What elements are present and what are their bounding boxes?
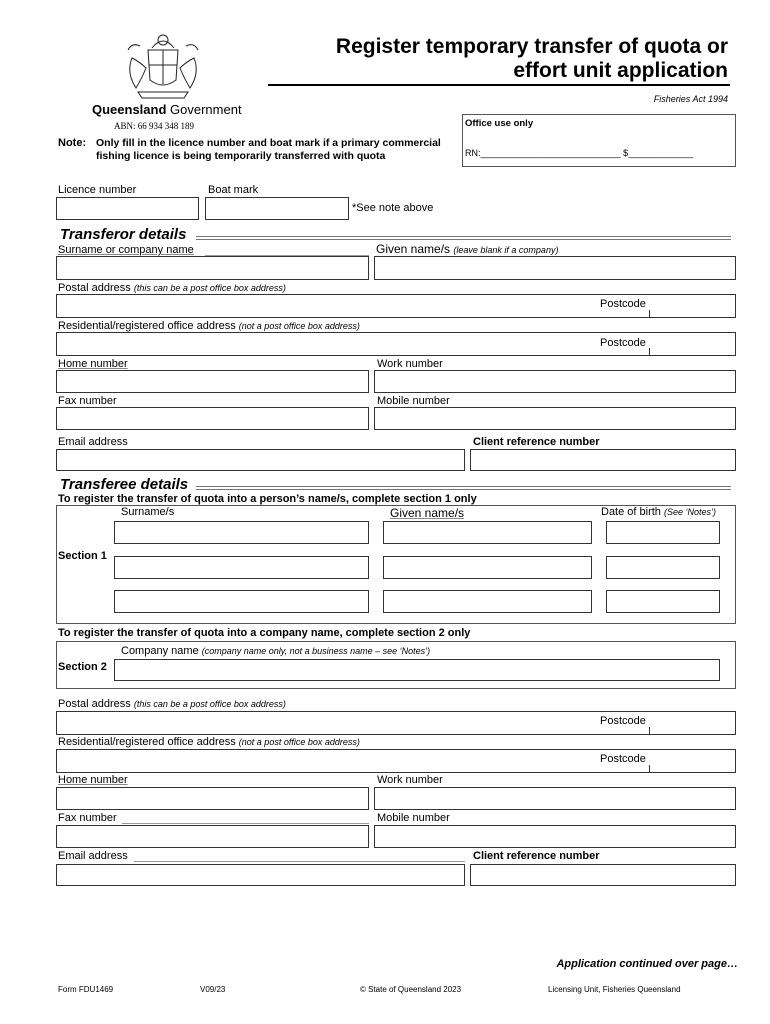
footer-form-number: Form FDU1469 bbox=[58, 985, 114, 994]
section1-dob-input-2[interactable] bbox=[606, 556, 720, 579]
transferor-surname-input[interactable] bbox=[56, 256, 369, 280]
transferee-postal-label bbox=[58, 698, 286, 711]
transferee-home-input[interactable] bbox=[56, 787, 369, 810]
transferor-given-label bbox=[376, 243, 558, 257]
transferee-postcode2-divider bbox=[649, 765, 650, 773]
transferee-work-label: Work number bbox=[377, 774, 443, 786]
transferor-given-text: Given name/s bbox=[376, 242, 451, 256]
transferor-postal-text: Postal address bbox=[58, 282, 131, 294]
transferor-postcode-label: Postcode bbox=[600, 298, 646, 310]
transferee-email-input[interactable] bbox=[56, 864, 465, 886]
transferee-residential-label bbox=[58, 736, 360, 749]
transferor-work-input[interactable] bbox=[374, 370, 736, 393]
transferor-given-input[interactable] bbox=[374, 256, 736, 280]
transferee-client-ref-label: Client reference number bbox=[473, 850, 600, 862]
transferor-postcode2-divider bbox=[649, 348, 650, 356]
transferee-email-label: Email address bbox=[58, 850, 128, 862]
transferee-residential-text: Residential/registered office address bbox=[58, 736, 236, 748]
section1-given-input-3[interactable] bbox=[383, 590, 592, 613]
transferor-email-label: Email address bbox=[58, 436, 128, 448]
section2-company-input[interactable] bbox=[114, 659, 720, 681]
footer-copyright: © State of Queensland 2023 bbox=[360, 985, 462, 994]
see-note-above: *See note above bbox=[352, 202, 434, 214]
government-name-rest: Government bbox=[166, 102, 242, 117]
transferor-fax-label: Fax number bbox=[58, 395, 117, 407]
transferee-email-rule bbox=[134, 861, 465, 862]
queensland-crest-logo bbox=[118, 28, 208, 104]
boat-mark-label: Boat mark bbox=[208, 184, 259, 196]
note-text: Only fill in the licence number and boat mark if a primary commercial fishing licence is being temporarily transferred with quota bbox=[96, 137, 441, 162]
transferee-heading: Transferee details bbox=[60, 476, 189, 493]
transferor-heading-rule bbox=[196, 236, 731, 240]
office-use-title: Office use only bbox=[465, 118, 534, 129]
transferee-fax-input[interactable] bbox=[56, 825, 369, 848]
section1-dob-text: Date of birth bbox=[601, 506, 661, 518]
transferor-given-hint: (leave blank if a company) bbox=[453, 245, 559, 255]
title-underline bbox=[268, 84, 730, 86]
licence-number-label: Licence number bbox=[58, 184, 137, 196]
transferee-residential-hint: (not a post office box address) bbox=[238, 737, 360, 747]
transferor-postal-hint: (this can be a post office box address) bbox=[133, 283, 286, 293]
note-label: Note: bbox=[58, 137, 87, 149]
transferee-postcode2-label: Postcode bbox=[600, 753, 646, 765]
abn: ABN: 66 934 348 189 bbox=[114, 121, 195, 131]
section1-surname-input-1[interactable] bbox=[114, 521, 369, 544]
page-title-line1: Register temporary transfer of quota or bbox=[335, 35, 728, 58]
section1-surname-label: Surname/s bbox=[121, 506, 175, 518]
continued-note: Application continued over page… bbox=[556, 958, 738, 970]
transferor-heading: Transferor details bbox=[60, 226, 187, 243]
section1-intro: To register the transfer of quota into a person’s name/s, complete section 1 only bbox=[58, 493, 477, 505]
government-name-bold: Queensland bbox=[92, 102, 167, 117]
section1-label: Section 1 bbox=[58, 550, 107, 562]
transferee-postcode-label: Postcode bbox=[600, 715, 646, 727]
transferee-client-ref-input[interactable] bbox=[470, 864, 736, 886]
section1-surname-input-2[interactable] bbox=[114, 556, 369, 579]
section1-given-input-2[interactable] bbox=[383, 556, 592, 579]
transferor-client-ref-input[interactable] bbox=[470, 449, 736, 471]
transferor-residential-text: Residential/registered office address bbox=[58, 320, 236, 332]
transferor-home-input[interactable] bbox=[56, 370, 369, 393]
office-use-rn: RN:____________________________ $_____________ bbox=[465, 148, 694, 158]
transferee-heading-rule bbox=[196, 486, 731, 490]
page-title-line2: effort unit application bbox=[513, 59, 728, 82]
transferor-fax-input[interactable] bbox=[56, 407, 369, 430]
office-use-box bbox=[462, 114, 736, 167]
transferee-postal-text: Postal address bbox=[58, 698, 131, 710]
transferee-postcode-divider bbox=[649, 727, 650, 735]
section2-label: Section 2 bbox=[58, 661, 107, 673]
section1-given-label: Given name/s bbox=[390, 506, 465, 520]
section2-company-text: Company name bbox=[121, 645, 199, 657]
transferee-mobile-input[interactable] bbox=[374, 825, 736, 848]
transferor-residential-hint: (not a post office box address) bbox=[238, 321, 360, 331]
section1-dob-input-1[interactable] bbox=[606, 521, 720, 544]
footer-unit: Licensing Unit, Fisheries Queensland bbox=[548, 985, 681, 994]
footer-version: V09/23 bbox=[200, 985, 226, 994]
section2-company-label bbox=[121, 645, 430, 658]
transferee-fax-rule bbox=[122, 823, 369, 824]
transferor-mobile-input[interactable] bbox=[374, 407, 736, 430]
section1-dob-input-3[interactable] bbox=[606, 590, 720, 613]
section1-dob-label bbox=[601, 506, 716, 519]
section1-surname-input-3[interactable] bbox=[114, 590, 369, 613]
licence-number-input[interactable] bbox=[56, 197, 199, 220]
transferee-mobile-label: Mobile number bbox=[377, 812, 450, 824]
transferor-postcode2-label: Postcode bbox=[600, 337, 646, 349]
government-name bbox=[92, 102, 242, 117]
section2-intro: To register the transfer of quota into a company name, complete section 2 only bbox=[58, 627, 471, 639]
transferor-email-input[interactable] bbox=[56, 449, 465, 471]
transferor-surname-label: Surname or company name bbox=[58, 244, 194, 256]
transferor-mobile-label: Mobile number bbox=[377, 395, 450, 407]
transferor-home-label: Home number bbox=[58, 358, 128, 370]
section2-company-hint: (company name only, not a business name – see ‘Notes’) bbox=[201, 646, 431, 656]
transferor-postcode-divider bbox=[649, 310, 650, 318]
transferor-client-ref-label: Client reference number bbox=[473, 436, 600, 448]
section1-dob-hint: (See ‘Notes’) bbox=[663, 507, 717, 517]
transferee-work-input[interactable] bbox=[374, 787, 736, 810]
section1-given-input-1[interactable] bbox=[383, 521, 592, 544]
transferee-postal-hint: (this can be a post office box address) bbox=[133, 699, 286, 709]
act-name: Fisheries Act 1994 bbox=[653, 94, 728, 104]
boat-mark-input[interactable] bbox=[205, 197, 349, 220]
transferor-work-label: Work number bbox=[377, 358, 443, 370]
transferee-home-label: Home number bbox=[58, 774, 128, 786]
transferee-fax-label: Fax number bbox=[58, 812, 117, 824]
